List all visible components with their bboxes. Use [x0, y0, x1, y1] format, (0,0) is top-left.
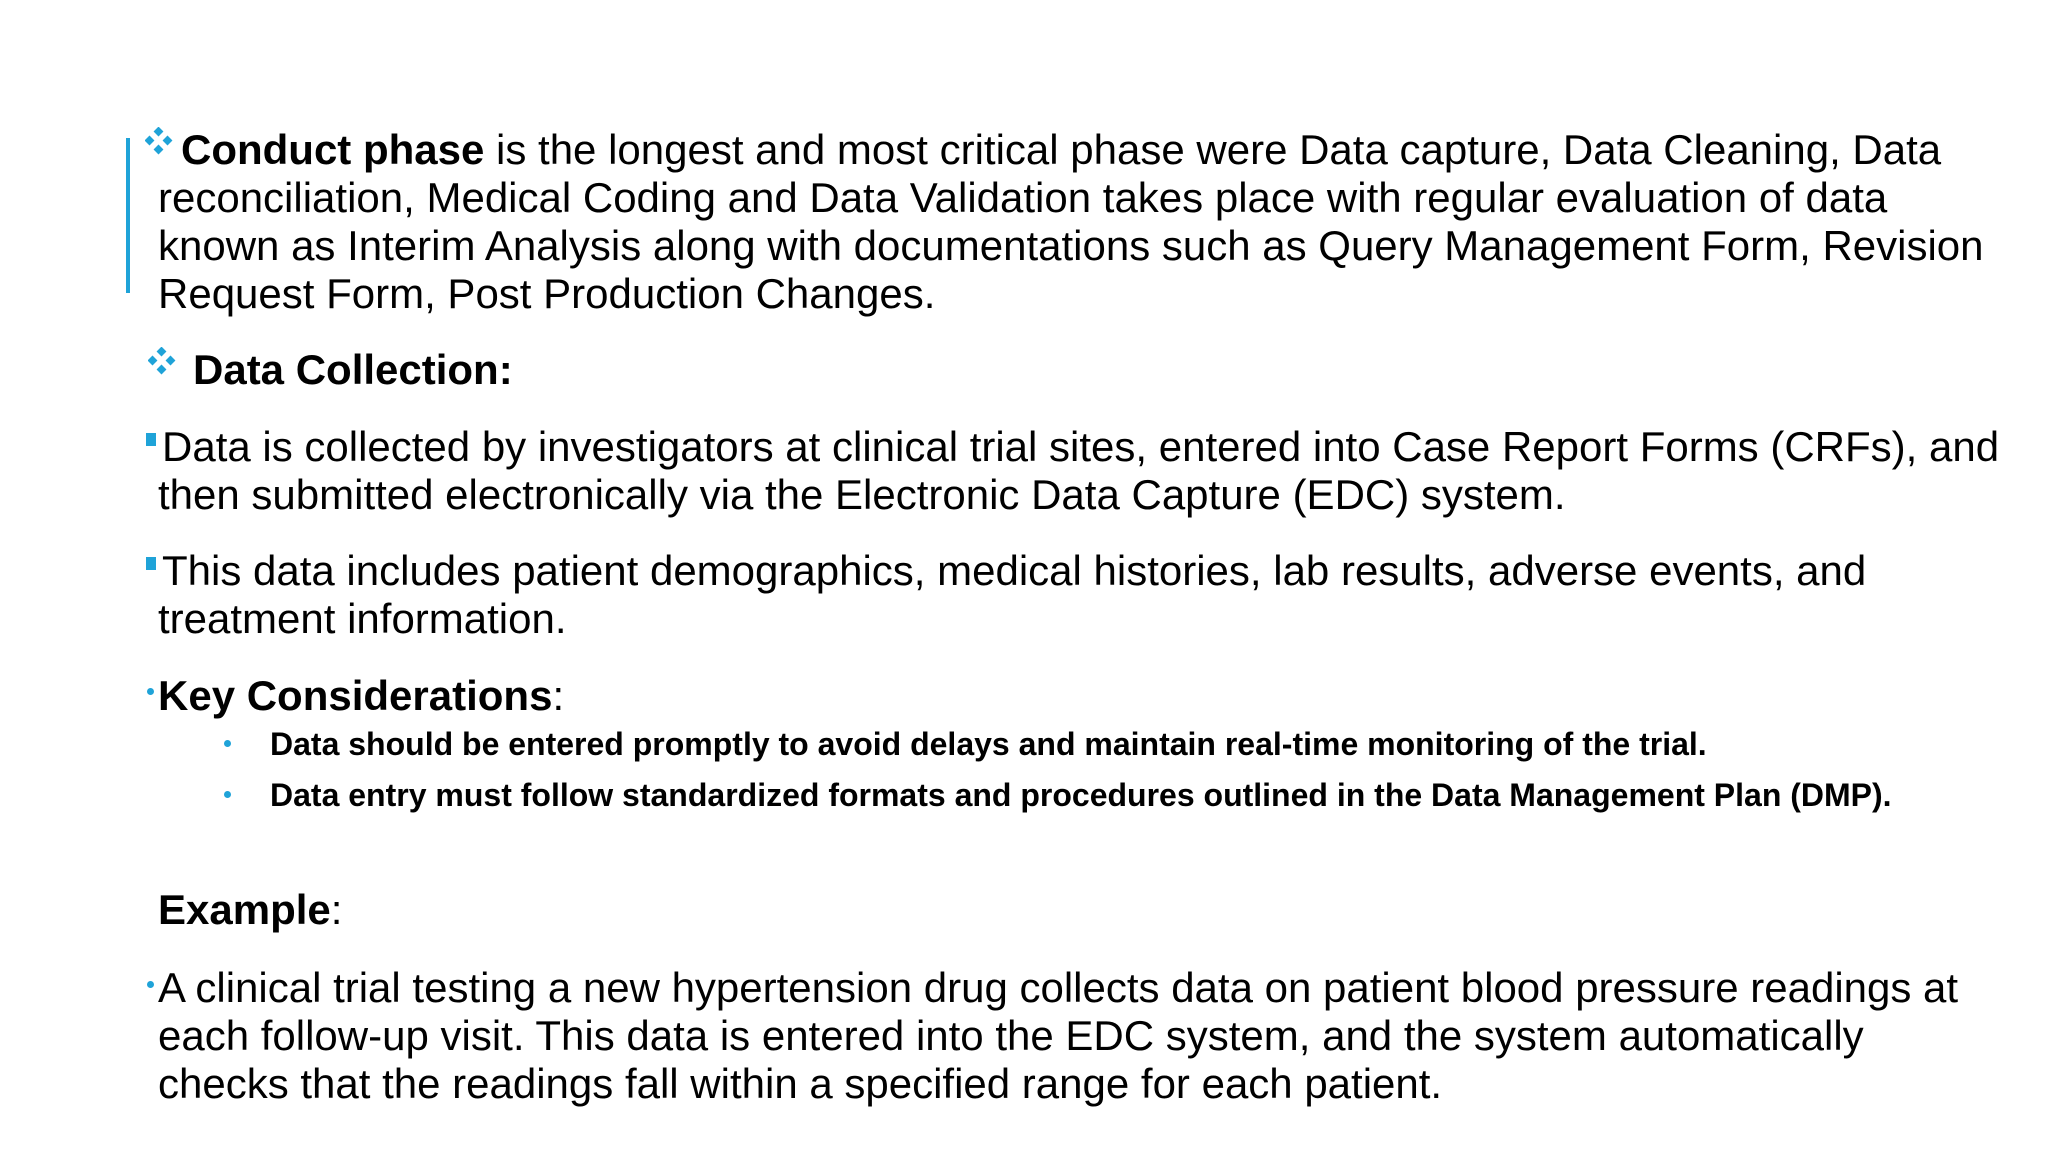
- data-collection-heading: Data Collection:: [193, 346, 513, 393]
- key-considerations-colon: :: [552, 672, 565, 719]
- dot-bullet-icon: [147, 981, 154, 988]
- data-collection-bullet: This data includes patient demographics, medical histories, lab results, adverse events, and treatment information.: [158, 547, 1867, 642]
- dot-bullet-icon: [224, 791, 231, 798]
- key-consideration-item: Data should be entered promptly to avoid delays and maintain real-time monitoring of the trial.: [270, 726, 1707, 762]
- example-heading: [158, 886, 2018, 934]
- square-bullet-icon: [146, 433, 156, 446]
- dot-bullet-icon: [147, 688, 154, 695]
- conduct-bold-lead: Conduct phase: [181, 126, 485, 173]
- four-diamond-icon: [148, 347, 176, 375]
- key-consideration-item: Data entry must follow standardized formats and procedures outlined in the Data Management Plan (DMP).: [270, 777, 1892, 813]
- dot-bullet-icon: [224, 740, 231, 747]
- accent-bar: [126, 138, 130, 293]
- data-collection-bullet: Data is collected by investigators at clinical trial sites, entered into Case Report Forms (CRFs), and then submitted electronically via the Electronic Data Capture (EDC) system.: [158, 423, 2000, 518]
- key-considerations-label: Key Considerations: [158, 672, 553, 719]
- example-label: Example: [158, 886, 331, 933]
- square-bullet-icon: [146, 557, 156, 570]
- conduct-text: is the longest and most critical phase were Data capture, Data Cleaning, Data reconciliation, Medical Coding and Data Validation takes place with regular evaluation of data known as Interim Analysis along with documentations such as Query Management Form, Revision Request Form, Post Production Changes.: [158, 126, 1984, 317]
- example-paragraph: A clinical trial testing a new hypertension drug collects data on patient blood pressure readings at each follow-up visit. This data is entered into the EDC system, and the system automatically checks that the readings fall within a specified range for each patient.: [158, 964, 1959, 1107]
- example-colon: :: [330, 886, 343, 933]
- key-considerations-heading: [158, 672, 2018, 720]
- conduct-paragraph: [158, 126, 2018, 318]
